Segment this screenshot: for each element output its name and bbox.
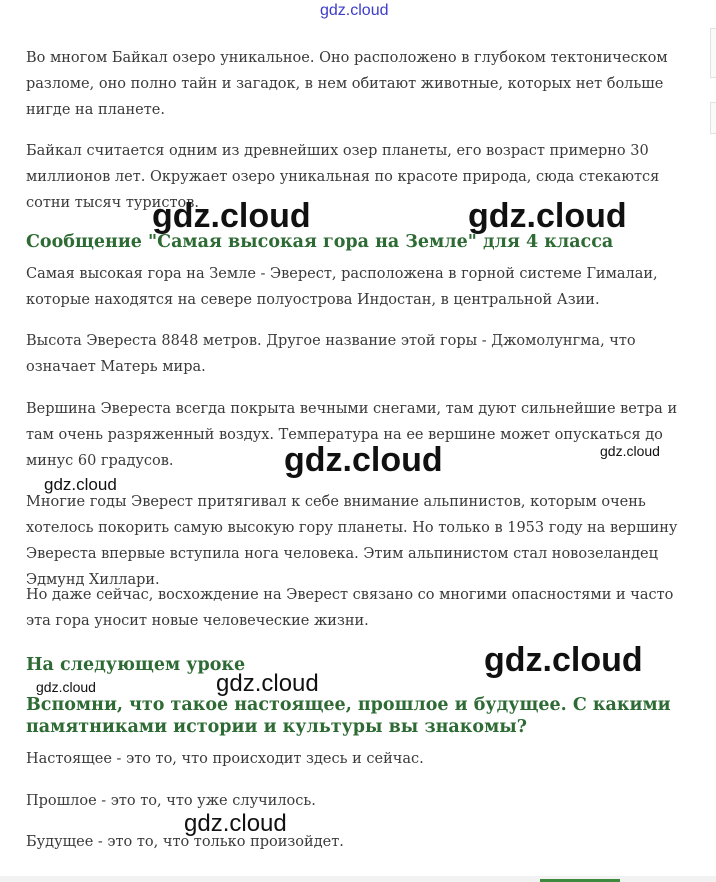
watermark: gdz.cloud: [44, 475, 117, 494]
watermark: gdz.cloud: [36, 679, 96, 695]
paragraph-everest-climbers: Многие годы Эверест притягивал к себе внимание альпинистов, которым очень хотелось покорить самую высокую гору планеты. Но только в 1953 году на вершину Эвереста впервые вступила нога человека. Этим альпинистом стал новозеландец Эдмунд Хиллари.: [26, 494, 678, 588]
paragraph-past: Прошлое - это то, что уже случилось.: [26, 793, 316, 809]
right-edge-panel: [710, 102, 716, 134]
heading-next-lesson: На следующем уроке: [26, 655, 246, 675]
heading-question: Вспомни, что такое настоящее, прошлое и будущее. С какими памятниками истории и культуры вы знакомы?: [26, 695, 671, 737]
paragraph-baikal-unique: Во многом Байкал озеро уникальное. Оно расположено в глубоком тектоническом разломе, оно полно тайн и загадок, в нем обитают животные, которых нет больше нигде на планете.: [26, 50, 668, 118]
paragraph-baikal-age: Байкал считается одним из древнейших озер планеты, его возраст примерно 30 миллионов лет. Окружает озеро уникальная по красоте природа, сюда стекаются сотни тысяч туристов.: [26, 143, 660, 211]
watermark: gdz.cloud: [284, 441, 443, 479]
paragraph-everest-danger: Но даже сейчас, восхождение на Эверест связано со многими опасностями и часто эта гора уносит новые человеческие жизни.: [26, 587, 674, 629]
paragraph-everest-location: Самая высокая гора на Земле - Эверест, расположена в горной системе Гималаи, которые находятся на севере полуострова Индостан, в центральной Азии.: [26, 266, 658, 308]
paragraph-future: Будущее - это то, что только произойдет.: [26, 834, 344, 850]
right-edge-panel: [710, 28, 716, 78]
paragraph-everest-height: Высота Эвереста 8848 метров. Другое название этой горы - Джомолунгма, что означает Матерь мира.: [26, 333, 636, 375]
paragraph-everest-climate: Вершина Эвереста всегда покрыта вечными снегами, там дуют сильнейшие ветра и там очень разряженный воздух. Температура на ее вершине может опускаться до минус 60 градусов.: [26, 401, 678, 469]
watermark: gdz.cloud: [468, 197, 627, 235]
watermark: gdz.cloud: [152, 197, 311, 235]
watermark: gdz.cloud: [600, 443, 660, 459]
watermark: gdz.cloud: [484, 641, 643, 679]
paragraph-present: Настоящее - это то, что происходит здесь и сейчас.: [26, 751, 424, 767]
watermark-top: gdz.cloud: [320, 2, 389, 19]
watermark: gdz.cloud: [184, 810, 287, 837]
heading-everest: Сообщение "Самая высокая гора на Земле" для 4 класса: [26, 232, 614, 252]
watermark: gdz.cloud: [216, 670, 319, 697]
